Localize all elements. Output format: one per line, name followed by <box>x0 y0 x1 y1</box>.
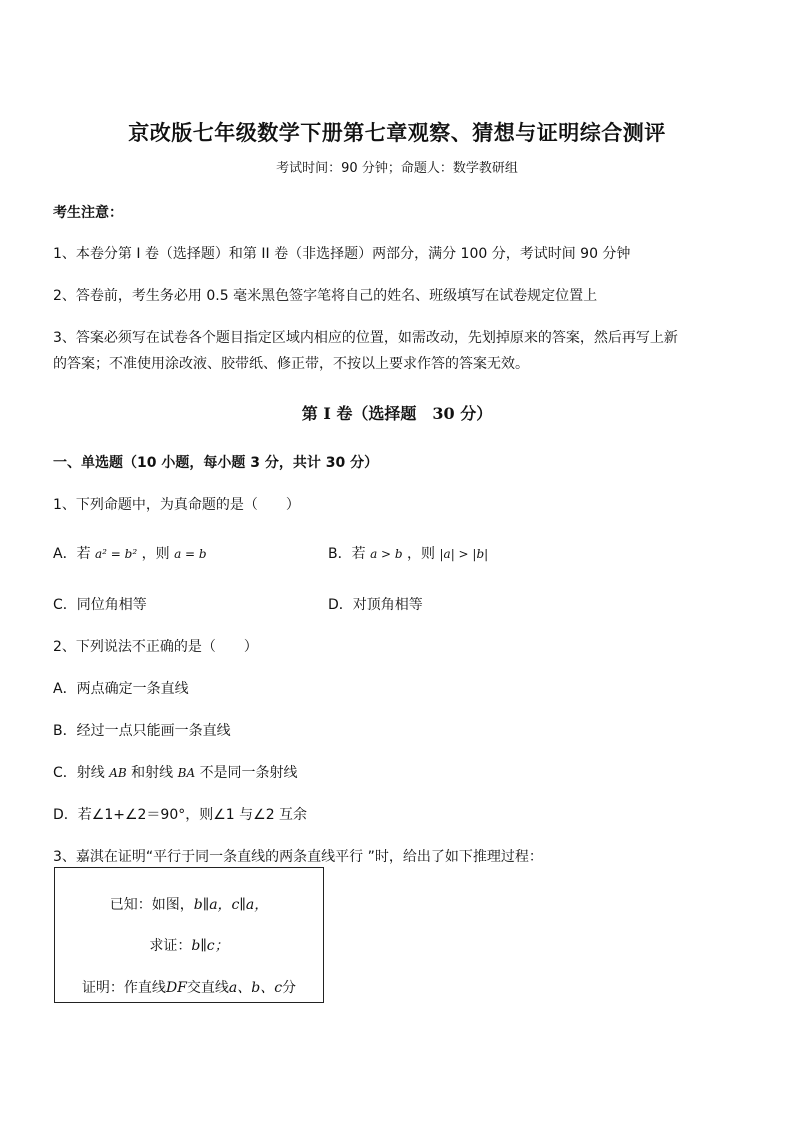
option-c-prefix: C．射线 <box>53 765 105 781</box>
line-df: DF <box>165 980 187 996</box>
known-label: 已知：如图， <box>109 897 194 913</box>
question-1-option-c: C．同位角相等 <box>53 597 147 613</box>
option-a-conclusion: a = b <box>174 547 207 561</box>
question-3-stem: 3、嘉淇在证明“平行于同一条直线的两条直线平行 ”时，给出了如下推理过程： <box>53 849 543 865</box>
notice-item-1: 1、本卷分第 I 卷（选择题）和第 II 卷（非选择题）两部分，满分 100 分，考试时间 90 分钟 <box>53 246 631 262</box>
known-statement: b∥a，c∥a， <box>193 897 269 913</box>
prove-statement: b∥c； <box>191 938 229 954</box>
notice-heading: 考生注意： <box>53 205 123 221</box>
question-2-option-b: B．经过一点只能画一条直线 <box>53 723 231 739</box>
option-b-then: ，则 <box>407 546 436 562</box>
question-2-stem: 2、下列说法不正确的是（ ） <box>53 639 258 655</box>
notice-item-3-line-1: 3、答案必须写在试卷各个题目指定区域内相应的位置，如需改动，先划掉原来的答案，然后再写上新 <box>53 330 678 346</box>
proof-known-line <box>55 894 323 914</box>
ray-ba: BA <box>177 766 196 780</box>
proof-body-line <box>55 977 323 997</box>
notice-item-2: 2、答卷前，考生务必用 0.5 毫米黑色签字笔将自己的姓名、班级填写在试卷规定位置上 <box>53 288 598 304</box>
proof-mid: 交直线 <box>186 980 229 996</box>
part-heading: 一、单选题（10 小题，每小题 3 分，共计 30 分） <box>53 455 379 471</box>
option-a-condition: a² = b² <box>95 547 138 561</box>
question-1-option-d: D．对顶角相等 <box>328 597 423 613</box>
exam-title: 京改版七年级数学下册第七章观察、猜想与证明综合测评 <box>128 120 666 145</box>
option-b-prefix: B．若 <box>328 546 366 562</box>
proof-suffix: 分 <box>282 980 297 996</box>
option-c-suffix: 不是同一条射线 <box>199 765 298 781</box>
ray-ab: AB <box>109 766 127 780</box>
option-b-condition: a > b <box>370 547 403 561</box>
notice-item-3-line-2: 的答案；不准使用涂改液、胶带纸、修正带，不按以上要求作答的答案无效。 <box>53 356 529 372</box>
question-1-option-b <box>328 543 488 563</box>
option-a-prefix: A．若 <box>53 546 91 562</box>
option-c-mid: 和射线 <box>131 765 174 781</box>
prove-label: 求证： <box>149 938 192 954</box>
proof-prove-line <box>55 935 323 955</box>
question-1-stem: 1、下列命题中，为真命题的是（ ） <box>53 497 300 513</box>
proof-box <box>54 867 324 1003</box>
exam-subtitle: 考试时间：90 分钟；命题人：数学教研组 <box>276 161 518 176</box>
proof-label: 证明：作直线 <box>81 980 166 996</box>
lines-abc: a、b、c <box>228 980 283 996</box>
question-2-option-c <box>53 762 298 782</box>
option-a-then: ，则 <box>141 546 170 562</box>
question-2-option-d: D．若∠1+∠2＝90°，则∠1 与∠2 互余 <box>53 807 308 823</box>
option-b-conclusion: |a| > |b| <box>439 547 489 561</box>
question-1-option-a <box>53 543 207 563</box>
question-2-option-a: A．两点确定一条直线 <box>53 681 189 697</box>
section-1-title: 第 I 卷（选择题 30 分） <box>301 404 493 423</box>
